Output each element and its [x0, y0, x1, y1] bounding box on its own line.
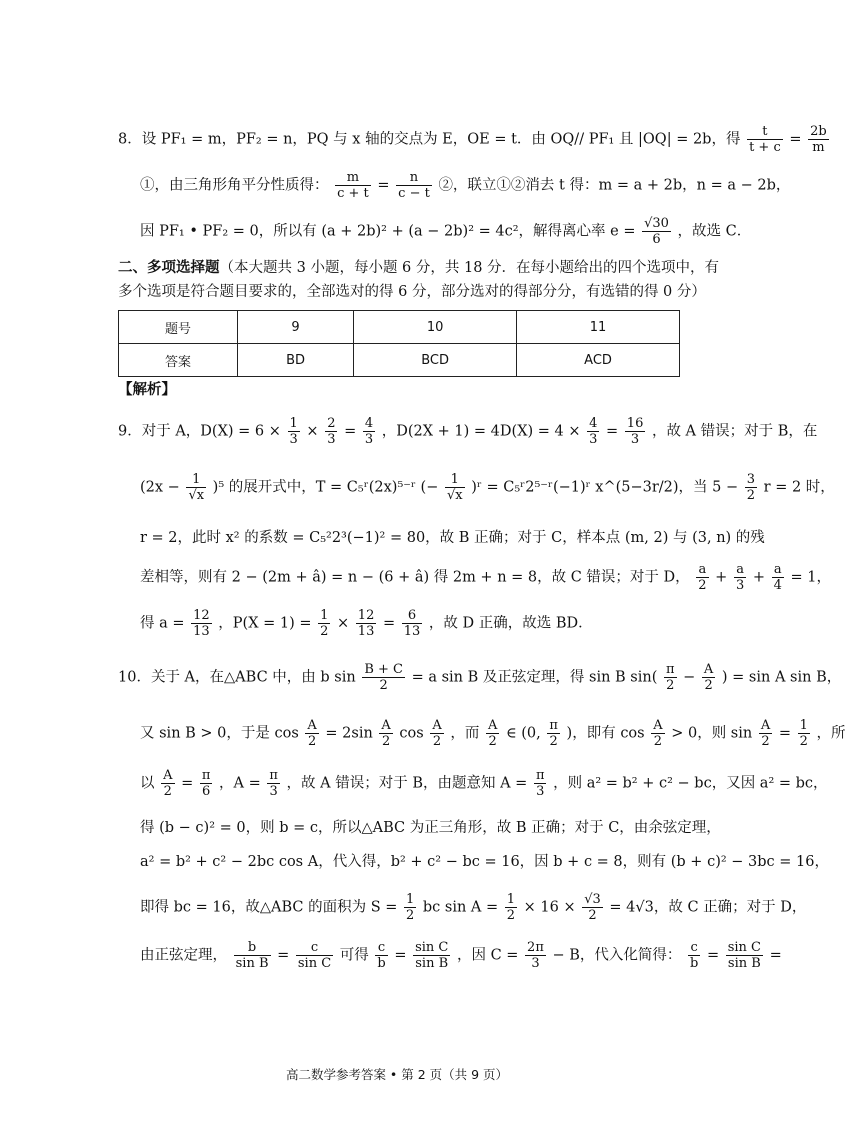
q10-text: 可得	[339, 947, 369, 964]
equals: =	[789, 131, 802, 148]
denominator: 3	[735, 578, 745, 593]
denominator: 2	[506, 908, 516, 923]
fraction	[525, 940, 546, 971]
numerator: n	[396, 170, 432, 186]
denominator: 2	[381, 734, 391, 749]
fraction	[288, 416, 300, 447]
numerator: π	[549, 718, 558, 733]
table-cell: BD	[238, 344, 354, 377]
denominator: 2	[761, 734, 770, 749]
q9-text: = 1，	[790, 569, 831, 586]
table-cell: 11	[517, 311, 680, 344]
denominator: 2	[799, 734, 808, 749]
numerator: 12	[357, 608, 375, 623]
times: ×	[306, 423, 319, 440]
fraction	[430, 718, 443, 749]
denominator: 2	[320, 624, 329, 639]
fraction	[191, 608, 212, 639]
q10-text: × 16 ×	[523, 899, 576, 916]
numerator: 2π	[527, 940, 544, 955]
numerator: π	[201, 768, 211, 783]
fraction	[362, 662, 405, 693]
fraction	[356, 608, 377, 639]
times: ×	[337, 615, 350, 632]
numerator: π	[665, 662, 675, 677]
numerator: π	[535, 768, 545, 783]
q10-line-6	[140, 892, 807, 923]
denominator: m	[812, 140, 825, 155]
q10-text: 即得 bc = 16，故△ABC 的面积为 S =	[140, 899, 398, 916]
table-row	[119, 344, 680, 377]
denominator: 3	[531, 956, 540, 971]
fraction	[505, 892, 517, 923]
q8-text: 因 PF₁ • PF₂ = 0，所以有 (a + 2b)² + (a − 2b)² = 4c²，解得离心率 e =	[140, 223, 636, 240]
numerator: t	[747, 124, 783, 140]
q9-line-3: r = 2，此时 x² 的系数 = C₅²2³(−1)² = 80，故 B 正确；对于 C，样本点 (m, 2) 与 (3, n) 的残	[140, 530, 765, 546]
numerator: 1	[506, 892, 516, 907]
denominator: sin B	[235, 956, 269, 971]
numerator: A	[307, 718, 317, 733]
denominator: 2	[588, 908, 597, 923]
q8-text: 8．设 PF₁ = m，PF₂ = n，PQ 与 x 轴的交点为 E，OE = t．由 OQ// PF₁ 且 |OQ| = 2b，得	[118, 131, 741, 148]
fraction	[759, 718, 772, 749]
equals: =	[769, 947, 782, 964]
q10-text: 由正弦定理，	[140, 947, 227, 964]
plus: +	[752, 569, 765, 586]
q8-line-1	[118, 124, 827, 155]
numerator: 16	[626, 416, 644, 431]
fraction	[696, 562, 708, 593]
section-2-desc	[118, 282, 706, 302]
denominator: 2	[307, 734, 317, 749]
fraction	[379, 718, 392, 749]
fraction	[734, 562, 746, 593]
numerator: c	[375, 940, 387, 956]
numerator: 4	[589, 416, 598, 431]
numerator: a	[734, 562, 746, 578]
denominator: 2	[653, 734, 663, 749]
equals: =	[706, 947, 720, 964]
table-cell: 9	[238, 311, 354, 344]
q10-text: ，A =	[219, 775, 261, 792]
numerator: a	[696, 562, 708, 578]
numerator: 1	[289, 416, 298, 431]
fraction	[305, 718, 318, 749]
denominator: c − t	[398, 186, 430, 201]
q10-text: ，则 a² = b² + c² − bc，又因 a² = bc，	[553, 775, 828, 792]
denominator: 13	[403, 624, 421, 639]
q10-text: ，而	[450, 725, 480, 742]
fraction	[808, 124, 829, 155]
numerator: 1	[186, 472, 206, 488]
fraction	[664, 662, 677, 693]
fraction	[335, 170, 371, 201]
q8-text: ②，联立①②消去 t 得：m = a + 2b，n = a − 2b，	[438, 177, 791, 194]
denominator: b	[690, 956, 699, 971]
q9-text: 得 a =	[140, 615, 185, 632]
numerator: 12	[193, 608, 210, 623]
q10-line-2	[140, 718, 846, 749]
table-cell: BCD	[354, 344, 517, 377]
denominator: b	[377, 956, 386, 971]
fraction	[587, 416, 599, 447]
fraction	[413, 940, 450, 971]
q9-text: ，故 D 正确，故选 BD．	[428, 615, 593, 632]
fraction	[747, 124, 783, 155]
answer-table	[118, 310, 680, 377]
section-desc: 多个选项是符合题目要求的，全部选对的得 6 分，部分选对的得部分分，有选错的得 0 分）	[118, 284, 706, 300]
table-cell: ACD	[517, 344, 680, 377]
q10-text: ，因 C =	[456, 947, 519, 964]
q9-text: = C₅ʳ(2x)⁵⁻ʳ (−	[330, 479, 439, 496]
q8-line-2	[140, 170, 791, 201]
numerator: 2b	[810, 124, 827, 139]
denominator: 2	[549, 734, 558, 749]
q10-text: bc sin A =	[422, 899, 499, 916]
fraction	[318, 608, 330, 639]
numerator: 4	[364, 416, 374, 431]
numerator: c	[688, 940, 700, 956]
numerator: sin C	[727, 940, 761, 955]
fraction	[402, 608, 423, 639]
q9-line-1	[118, 416, 818, 447]
numerator: 3	[746, 472, 756, 487]
denominator: 2	[666, 678, 675, 693]
fraction	[772, 562, 784, 593]
fraction	[200, 768, 213, 799]
q9-text: 差相等，则有 2 − (2m + â) = n − (6 + â) 得 2m + n = 8，故 C 错误；对于 D，	[140, 569, 690, 586]
equals: =	[344, 423, 357, 440]
fraction	[267, 768, 280, 799]
denominator: 2	[406, 908, 415, 923]
denominator: √x	[188, 488, 205, 503]
q9-text: r = 2 时，	[763, 479, 835, 496]
q8-line-3	[140, 216, 752, 247]
section-2-heading	[118, 258, 720, 278]
numerator: 1	[320, 608, 329, 623]
numerator: A	[487, 718, 498, 733]
numerator: c	[296, 940, 333, 956]
numerator: 2	[327, 416, 336, 431]
table-cell: 答案	[119, 344, 238, 377]
fraction	[445, 472, 465, 503]
equals: =	[181, 775, 194, 792]
analysis-label: 【解析】	[118, 382, 176, 398]
denominator: 2	[488, 734, 497, 749]
numerator: A	[703, 662, 714, 677]
denominator: 2	[746, 488, 756, 503]
q10-text: ，故 A 错误；对于 B，由题意知 A =	[286, 775, 528, 792]
q8-text: ，故选 C．	[677, 223, 752, 240]
denominator: t + c	[749, 140, 781, 155]
fraction	[486, 718, 499, 749]
q9-line-4	[140, 562, 831, 593]
fraction	[625, 416, 646, 447]
fraction	[651, 718, 664, 749]
q10-text: ) = sin A sin B，	[721, 669, 842, 686]
denominator: 2	[698, 578, 707, 593]
fraction	[582, 892, 603, 923]
numerator: 1	[406, 892, 415, 907]
fraction	[296, 940, 333, 971]
q10-text: )，即有 cos	[566, 725, 645, 742]
q9-line-5	[140, 608, 694, 639]
denominator: sin C	[297, 956, 332, 971]
q9-text: )ʳ = C₅ʳ2⁵⁻ʳ(−1)ʳ x^(5−3r/2)，当 5 −	[471, 479, 739, 496]
numerator: a	[772, 562, 784, 578]
numerator: π	[269, 768, 278, 783]
numerator: m	[335, 170, 371, 186]
numerator: 1	[799, 718, 808, 733]
numerator: √30	[644, 216, 669, 231]
fraction	[161, 768, 174, 799]
q10-line-7	[140, 940, 782, 971]
denominator: 2	[704, 678, 713, 693]
fraction	[404, 892, 416, 923]
q10-line-5: a² = b² + c² − 2bc cos A，代入得，b² + c² − bc = 16，因 b + c = 8，则有 (b + c)² − 3bc = 16，	[140, 854, 829, 870]
page-footer: 高二数学参考答案 • 第 2 页（共 9 页）	[285, 1067, 509, 1082]
q10-text: ，所	[816, 725, 846, 742]
fraction	[234, 940, 271, 971]
q9-text: )⁵ 的展开式中，T	[212, 479, 326, 496]
fraction	[534, 768, 547, 799]
numerator: 1	[445, 472, 465, 488]
denominator: 13	[193, 624, 210, 639]
q9-text: ，故 A 错误；对于 B，在	[651, 423, 818, 440]
q10-line-1: 10．关于 A，在△ABC 中，由 b sin $\frac{B + C}{2}$ = a sin B 及正弦定理，得 sin B sin( $\frac{\pi}{2}$ − $\frac{A}{2}$ ) = sin A sin B，	[118, 662, 842, 693]
fraction	[726, 940, 763, 971]
denominator: 3	[289, 432, 298, 447]
q10-text: cos	[399, 725, 424, 742]
denominator: 3	[589, 432, 598, 447]
fraction	[325, 416, 337, 447]
q10-text: 以	[140, 775, 155, 792]
numerator: B + C	[364, 662, 403, 677]
q9-text: ，P(X = 1) =	[218, 615, 312, 632]
q10-text: ∈ (0,	[505, 725, 541, 742]
numerator: A	[381, 718, 391, 733]
q10-text: = 2sin	[325, 725, 373, 742]
numerator: A	[163, 768, 173, 783]
numerator: 6	[402, 608, 423, 624]
q9-text: ，D(2X + 1) = 4D(X) = 4 ×	[381, 423, 581, 440]
q9-line-2	[140, 472, 835, 503]
equals: =	[394, 947, 407, 964]
denominator: 3	[536, 784, 545, 799]
section-title: 二、多项选择题	[118, 260, 220, 276]
q10-text: 10．关于 A，在△ABC 中，由 b sin	[118, 669, 356, 686]
fraction	[547, 718, 560, 749]
q10-text: = a sin B 及正弦定理，得 sin B sin(	[411, 669, 658, 686]
q10-text: 又 sin B > 0，于是 cos	[140, 725, 299, 742]
section-desc: （本大题共 3 小题，每小题 6 分，共 18 分．在每小题给出的四个选项中，有	[219, 260, 720, 276]
fraction	[798, 718, 810, 749]
denominator: 6	[202, 784, 211, 799]
denominator: 3	[364, 432, 374, 447]
denominator: √x	[446, 488, 463, 503]
equals: =	[377, 177, 390, 194]
denominator: 13	[357, 624, 375, 639]
equals: =	[382, 615, 396, 632]
fraction	[186, 472, 206, 503]
fraction	[702, 662, 715, 693]
equals: =	[606, 423, 619, 440]
numerator: √3	[584, 892, 601, 907]
denominator: c + t	[337, 186, 369, 201]
fraction	[375, 940, 387, 971]
q8-text: ①，由三角形角平分性质得：	[140, 177, 329, 194]
table-row	[119, 311, 680, 344]
numerator: sin C	[415, 940, 449, 955]
numerator: A	[432, 718, 442, 733]
q10-line-4: 得 (b − c)² = 0，则 b = c，所以△ABC 为正三角形，故 B 正确；对于 C，由余弦定理，	[140, 820, 721, 836]
q9-text: 9．对于 A，D(X) = 6 ×	[118, 423, 281, 440]
numerator: b	[234, 940, 271, 956]
q10-text: = 4√3，故 C 正确；对于 D，	[609, 899, 807, 916]
q10-text: − B，代入化简得：	[552, 947, 682, 964]
numerator: A	[760, 718, 771, 733]
denominator: 2	[379, 678, 388, 693]
fraction	[396, 170, 432, 201]
q10-line-3	[140, 768, 828, 799]
table-cell: 题号	[119, 311, 238, 344]
q10-text: > 0，则 sin	[671, 725, 753, 742]
denominator: 6	[652, 232, 661, 247]
denominator: 2	[163, 784, 172, 799]
numerator: A	[653, 718, 663, 733]
equals: =	[778, 725, 791, 742]
denominator: 2	[432, 734, 442, 749]
q9-text: (2x −	[140, 479, 180, 496]
fraction	[745, 472, 757, 503]
fraction	[688, 940, 700, 971]
denominator: sin B	[415, 956, 449, 971]
table-cell: 10	[354, 311, 517, 344]
denominator: 3	[630, 432, 640, 447]
denominator: 3	[327, 432, 336, 447]
denominator: 3	[269, 784, 278, 799]
denominator: sin B	[727, 956, 761, 971]
equals: =	[277, 947, 290, 964]
denominator: 4	[773, 578, 782, 593]
fraction	[642, 216, 671, 247]
fraction	[363, 416, 375, 447]
plus: +	[715, 569, 728, 586]
